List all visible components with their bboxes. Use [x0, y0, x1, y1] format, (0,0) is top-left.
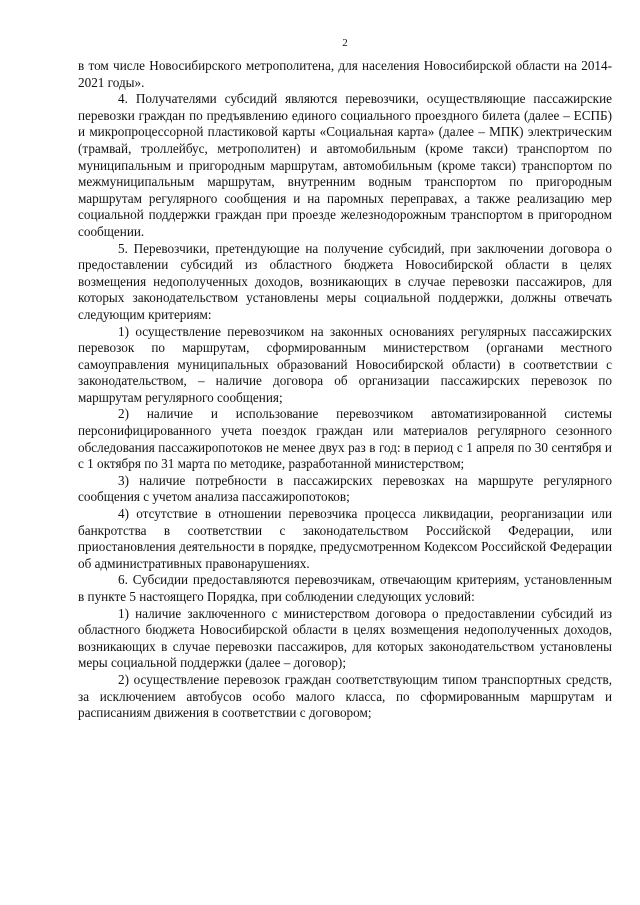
- paragraph-item-5-4: 4) отсутствие в отношении перевозчика процесса ликвидации, реорганизации или банкротства в соответствии с законодательством Российской Федерации, или приостановления деятельности в порядке, предусмотренном Кодексом Российской Федерации об административных правонарушениях.: [78, 506, 612, 571]
- paragraph-item-6-2: 2) осуществление перевозок граждан соответствующим типом транспортных средств, за исключением автобусов особо малого класса, по сформированным маршрутам и расписаниям движения в соответствии с договором;: [78, 671, 612, 721]
- paragraph-item-5-3: 3) наличие потребности в пассажирских перевозках на маршруте регулярного сообщения с учетом анализа пассажиропотоков;: [78, 472, 612, 505]
- paragraph-item-5: 5. Перевозчики, претендующие на получение субсидий, при заключении договора о предоставлении субсидий из областного бюджета Новосибирской области в целях возмещения недополученных доходов, возникающих в случае перевозки пассажиров, для которых законодательством установлены меры социальной поддержки, должны отвечать следующим критериям:: [78, 240, 612, 322]
- paragraph-continuation: в том числе Новосибирского метрополитена, для населения Новосибирской области на 2014-2021 годы».: [78, 58, 612, 90]
- paragraph-item-6: 6. Субсидии предоставляются перевозчикам, отвечающим критериям, установленным в пункте 5 настоящего Порядка, при соблюдении следующих условий:: [78, 572, 612, 604]
- paragraph-item-5-1: 1) осуществление перевозчиком на законных основаниях регулярных пассажирских перевозок по маршрутам, сформированным министерством (органами местного самоуправления муниципальных образований Новосибирской области) в соответствии с законодательством, – наличие договора об организации пассажирских перевозок по маршрутам регулярного сообщения;: [78, 323, 612, 405]
- paragraph-item-6-1: 1) наличие заключенного с министерством договора о предоставлении субсидий из областного бюджета Новосибирской области в целях возмещения недополученных доходов, возникающих в случае перевозки пассажиров, для которых законодательством установлены меры социальной поддержки (далее – договор);: [78, 605, 612, 671]
- paragraph-item-4: 4. Получателями субсидий являются перевозчики, осуществляющие пассажирские перевозки граждан по предъявлению единого социального проездного билета (далее – ЕСПБ) и микропроцессорной пластиковой карты «Социальная карта» (далее – МПК) электрическим (трамвай, троллейбус, метрополитен) и автомобильным (кроме такси) транспортом по муниципальным и пригородным маршрутам, автомобильным (кроме такси) транспортом по межмуниципальным маршрутам, внутренним водным транспортом по пригородным маршрутам регулярного сообщения и на паромных переправах, а также реализацию мер социальной поддержки граждан при проезде железнодорожным транспортом в пригородном сообщении.: [78, 91, 612, 239]
- paragraph-item-5-2: 2) наличие и использование перевозчиком автоматизированной системы персонифицированного учета поездок граждан или материалов регулярного сезонного обследования пассажиропотоков не менее двух раз в год: в период с 1 апреля по 30 сентября и с 1 октября по 31 марта по методике, разработанной министерством;: [78, 406, 612, 472]
- page-number: 2: [342, 37, 348, 49]
